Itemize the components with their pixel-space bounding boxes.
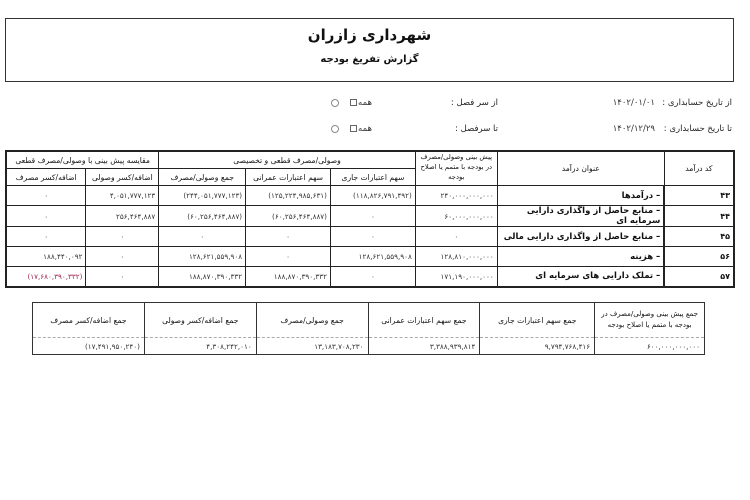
group-compare: مقایسه پیش بینی با وصولی/مصرف قطعی	[6, 151, 159, 169]
col-current-share: سهم اعتبارات جاری	[330, 169, 415, 186]
sum-col-expense-diff: جمع اضافه/کسر مصرف	[33, 303, 145, 338]
to-section-label: تا سرفصل :	[455, 124, 498, 134]
row-civil-share: (۶۰,۲۵۶,۴۶۴,۸۸۷)	[246, 206, 331, 227]
row-total-actual: ۱۸۸,۸۷۰,۳۹۰,۳۳۲	[159, 267, 246, 287]
budget-table	[5, 150, 735, 288]
all-label: همه	[358, 98, 372, 108]
checkbox-icon[interactable]	[350, 125, 357, 132]
radio-icon[interactable]	[331, 125, 339, 133]
row-expense-diff: ۰	[6, 227, 86, 247]
row-estimate: ۰	[415, 227, 497, 247]
from-section-label: از سر فصل :	[450, 98, 498, 108]
row-title: – منابع حاصل از واگذاری دارایی مالی	[497, 227, 664, 247]
row-income-diff: ۲۵۶,۴۶۴,۸۸۷	[86, 206, 159, 227]
row-estimate: ۲۴۰,۰۰۰,۰۰۰,۰۰۰	[415, 186, 497, 206]
row-expense-diff: ۰	[6, 186, 86, 206]
col-expense-diff: اضافه/کسر مصرف	[6, 169, 86, 186]
col-total-actual: جمع وصولی/مصرف	[159, 169, 246, 186]
sum-col-income-diff: جمع اضافه/کسر وصولی	[144, 303, 256, 338]
row-total-actual: (۶۰,۲۵۶,۴۶۴,۸۸۷)	[159, 206, 246, 227]
row-current-share: (۱۱۸,۸۲۶,۷۹۱,۴۹۲)	[330, 186, 415, 206]
row-civil-share: ۱۸۸,۸۷۰,۳۹۰,۳۳۲	[246, 267, 331, 287]
row-income-diff: ۰	[86, 227, 159, 247]
row-expense-diff: ۰	[6, 206, 86, 227]
table-row[interactable]	[6, 227, 734, 247]
sum-col-total-actual: جمع وصولی/مصرف	[256, 303, 368, 338]
table-row[interactable]	[6, 247, 734, 267]
summary-row	[33, 338, 705, 355]
radio-icon[interactable]	[331, 99, 339, 107]
row-code: ۵۶	[664, 247, 734, 267]
table-row[interactable]	[6, 206, 734, 227]
col-income-diff: اضافه/کسر وصولی	[86, 169, 159, 186]
row-code: ۴۵	[664, 227, 734, 247]
row-total-actual: (۲۴۴,۰۵۱,۷۷۷,۱۲۳)	[159, 186, 246, 206]
col-title: عنوان درآمد	[497, 151, 664, 186]
row-code: ۴۴	[664, 206, 734, 227]
col-estimate: پیش بینی وصولی/مصرف در بودجه با متمم یا اصلاح بودجه	[415, 151, 497, 186]
sum-col-civil-share: جمع سهم اعتبارات عمرانی	[368, 303, 480, 338]
from-date-label: از تاریخ حسابداری :	[662, 98, 732, 108]
row-total-actual: ۰	[159, 227, 246, 247]
report-header	[5, 18, 734, 82]
row-income-diff: ۴,۰۵۱,۷۷۷,۱۲۳	[86, 186, 159, 206]
to-date-label: تا تاریخ حسابداری :	[663, 124, 732, 134]
row-current-share: ۰	[330, 227, 415, 247]
sum-total-actual: ۱۳,۱۸۳,۷۰۸,۲۳۰	[256, 338, 368, 355]
group-actual: وصولی/مصرف قطعی و تخصیصی	[159, 151, 416, 169]
row-title: – منابع حاصل از واگذاری دارایی سرمایه ای	[497, 206, 664, 227]
row-code: ۴۳	[664, 186, 734, 206]
all-label: همه	[358, 124, 372, 134]
sum-current-share: ۹,۷۹۴,۷۶۸,۴۱۶	[480, 338, 595, 355]
row-title: – هزینه	[497, 247, 664, 267]
row-estimate: ۱۲۸,۸۱۰,۰۰۰,۰۰۰	[415, 247, 497, 267]
row-code: ۵۷	[664, 267, 734, 287]
from-date-value[interactable]: ۱۴۰۲/۰۱/۰۱	[612, 98, 655, 108]
row-total-actual: ۱۲۸,۶۲۱,۵۵۹,۹۰۸	[159, 247, 246, 267]
row-income-diff: ۰	[86, 247, 159, 267]
sum-civil-share: ۳,۳۸۸,۹۳۹,۸۱۴	[368, 338, 480, 355]
col-civil-share: سهم اعتبارات عمرانی	[246, 169, 331, 186]
row-current-share: ۰	[330, 206, 415, 227]
org-name: شهرداری زازران	[307, 26, 432, 44]
filter-row-from	[0, 98, 750, 112]
row-current-share: ۰	[330, 267, 415, 287]
table-row[interactable]	[6, 186, 734, 206]
report-filters	[0, 95, 750, 140]
report-title: گزارش تفریغ بودجه	[320, 54, 419, 65]
checkbox-icon[interactable]	[350, 99, 357, 106]
from-section-all[interactable]	[331, 98, 372, 108]
to-section-all[interactable]	[331, 124, 372, 134]
table-row[interactable]	[6, 267, 734, 287]
row-expense-diff: ۱۸۸,۴۴۰,۰۹۲	[6, 247, 86, 267]
row-title: – تملک دارایی های سرمایه ای	[497, 267, 664, 287]
row-civil-share: ۰	[246, 247, 331, 267]
row-expense-diff: (۱۷,۶۸۰,۳۹۰,۳۳۲)	[6, 267, 86, 287]
col-code: کد درآمد	[664, 151, 734, 186]
row-civil-share: ۰	[246, 227, 331, 247]
sum-estimate: ۶۰۰,۰۰۰,۰۰۰,۰۰۰	[595, 338, 705, 355]
row-estimate: ۶۰,۰۰۰,۰۰۰,۰۰۰	[415, 206, 497, 227]
row-current-share: ۱۲۸,۶۲۱,۵۵۹,۹۰۸	[330, 247, 415, 267]
to-date-value[interactable]: ۱۴۰۲/۱۲/۲۹	[612, 124, 655, 134]
filter-row-to	[0, 124, 750, 138]
summary-table	[32, 302, 705, 355]
sum-expense-diff: (۱۷,۴۹۱,۹۵۰,۲۴۰)	[33, 338, 145, 355]
row-civil-share: (۱۲۵,۲۲۴,۹۸۵,۶۳۱)	[246, 186, 331, 206]
sum-col-current-share: جمع سهم اعتبارات جاری	[480, 303, 595, 338]
row-income-diff: ۰	[86, 267, 159, 287]
row-estimate: ۱۷۱,۱۹۰,۰۰۰,۰۰۰	[415, 267, 497, 287]
row-title: – درآمدها	[497, 186, 664, 206]
sum-col-estimate: جمع پیش بینی وصولی/مصرف در بودجه با متمم یا اصلاح بودجه	[595, 303, 705, 338]
sum-income-diff: ۴,۳۰۸,۲۴۲,۰۱۰	[144, 338, 256, 355]
